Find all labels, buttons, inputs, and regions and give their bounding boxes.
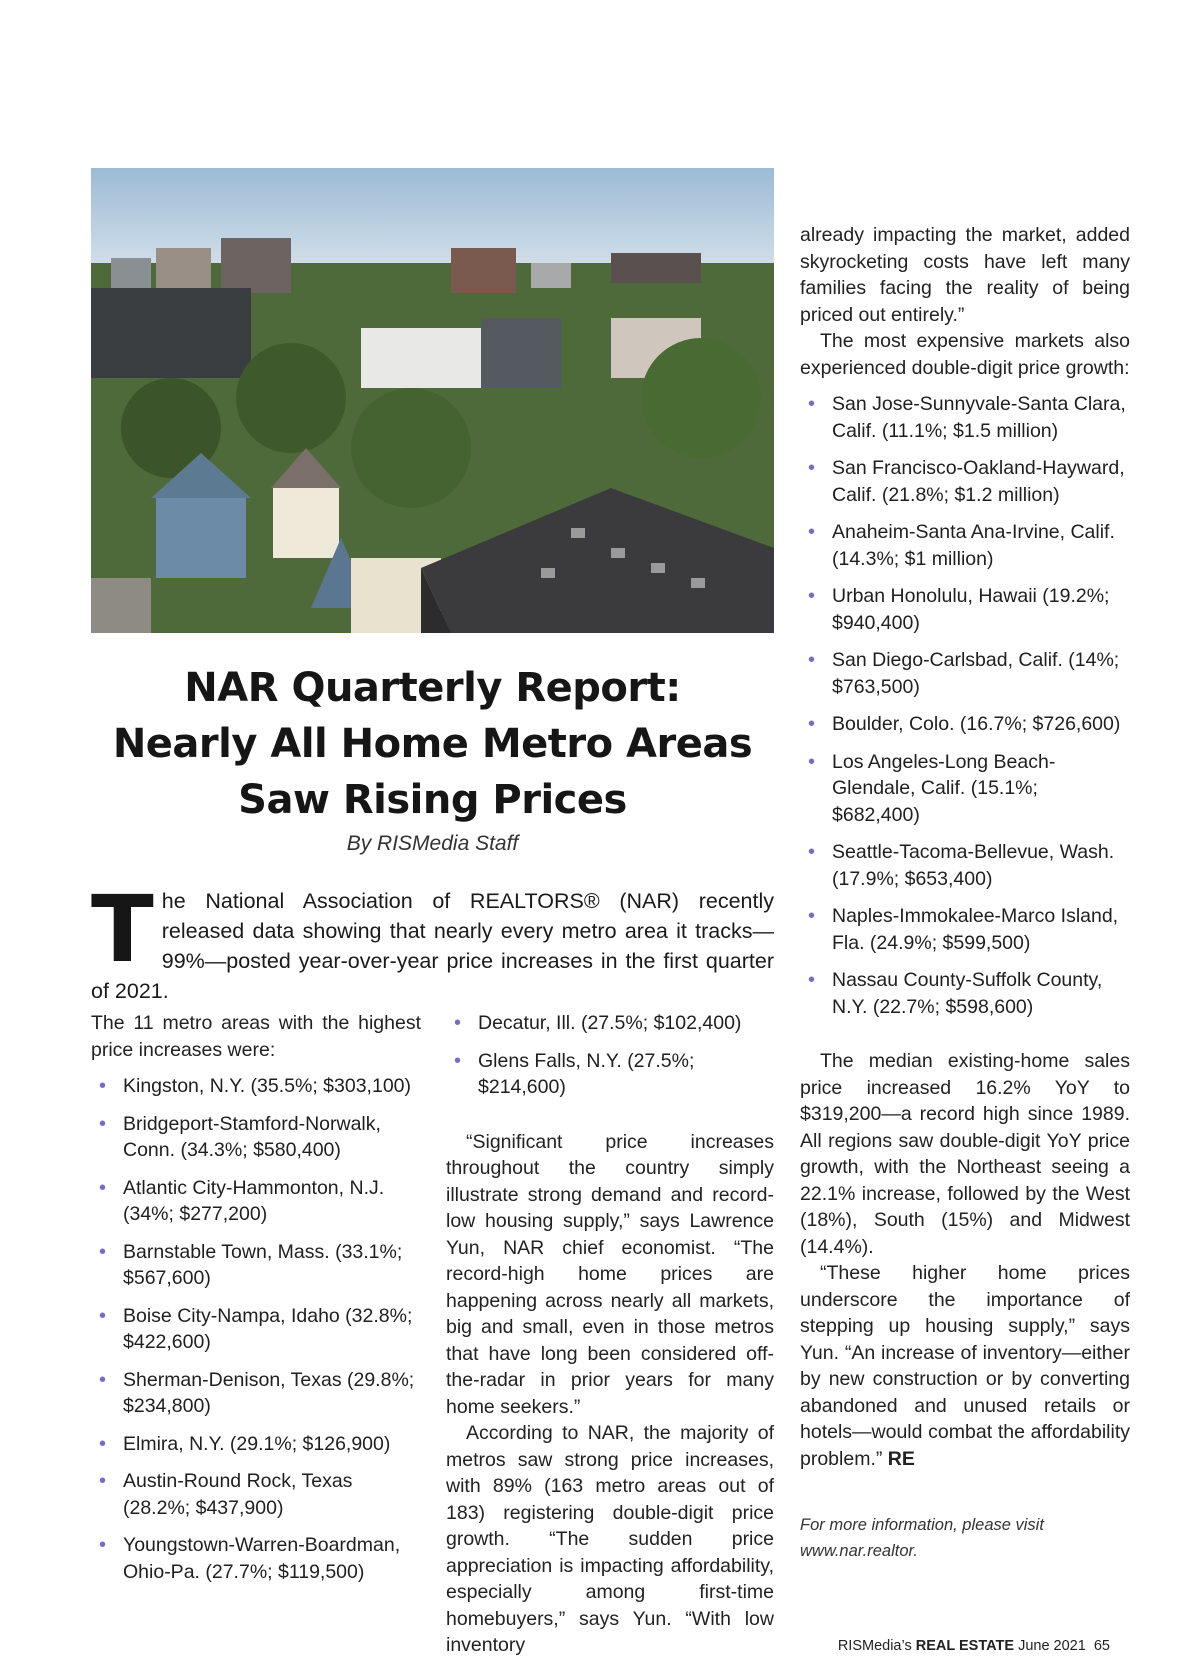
list-item: • San Diego-Carlsbad, Calif. (14%; $763,500) — [800, 647, 1130, 700]
list-item: • Youngstown-Warren-Boardman, Ohio-Pa. (27.7%; $119,500) — [91, 1532, 421, 1585]
list-item: • Bridgeport-Stamford-Norwalk, Conn. (34.3%; $580,400) — [91, 1111, 421, 1164]
list-item: • Decatur, Ill. (27.5%; $102,400) — [446, 1010, 774, 1037]
list-item: • Boise City-Nampa, Idaho (32.8%; $422,600) — [91, 1303, 421, 1356]
aerial-city-photo-icon — [91, 168, 774, 633]
list-item: • Boulder, Colo. (16.7%; $726,600) — [800, 711, 1130, 738]
column-1 — [91, 1010, 421, 1596]
list-item: • San Jose-Sunnyvale-Santa Clara, Calif. (11.1%; $1.5 million) — [800, 391, 1130, 444]
article-headline — [91, 660, 774, 828]
top-metros-list — [91, 1073, 421, 1585]
page-footer — [838, 1638, 1110, 1654]
list-item: • Glens Falls, N.Y. (27.5%; $214,600) — [446, 1048, 774, 1101]
expensive-markets-list — [800, 391, 1130, 1020]
article-photo — [91, 168, 774, 633]
yun-quote-paragraph: “Significant price increases throughout the country simply illustrate strong demand and record-low housing supply,” says Lawrence Yun, NAR chief economist. “The record-high home prices are happening across nearly all markets, big and small, even in those metros that have long been considered off-the-radar in prior years for many home seekers.” — [446, 1130, 774, 1418]
list-item: • Atlantic City-Hammonton, N.J. (34%; $277,200) — [91, 1175, 421, 1228]
list-item: • Naples-Immokalee-Marco Island, Fla. (24.9%; $599,500) — [800, 903, 1130, 956]
lead-paragraph — [91, 876, 774, 1006]
continued-paragraph: already impacting the market, added skyrocketing costs have left many families facing the reality of being priced out entirely.” — [800, 224, 1130, 326]
end-mark: RE — [887, 1447, 915, 1470]
list-item: • Seattle-Tacoma-Bellevue, Wash. (17.9%; $653,400) — [800, 839, 1130, 892]
more-info-note — [800, 1512, 1130, 1564]
footer-brand-prefix: RISMedia’s — [837, 1638, 912, 1654]
page-number: 65 — [1093, 1638, 1110, 1654]
list-item: • Sherman-Denison, Texas (29.8%; $234,800) — [91, 1367, 421, 1420]
drop-cap: T — [91, 876, 154, 983]
nar-majority-paragraph: According to NAR, the majority of metros saw strong price increases, with 89% (163 metro areas out of 183) registering double-digit price growth. “The sudden price appreciation is impacting affordability, especially among first-time homebuyers,” says Yun. “With low inventory — [446, 1422, 774, 1656]
list-item: • Nassau County-Suffolk County, N.Y. (22.7%; $598,600) — [800, 967, 1130, 1020]
closing-quote-paragraph — [800, 1260, 1130, 1472]
list-item: • Urban Honolulu, Hawaii (19.2%; $940,400) — [800, 583, 1130, 636]
more-info-link[interactable]: www.nar.realtor. — [800, 1542, 918, 1560]
byline: By RISMedia Staff — [346, 832, 519, 855]
list-item: • Austin-Round Rock, Texas (28.2%; $437,900) — [91, 1468, 421, 1521]
column-3 — [800, 222, 1130, 1564]
list-item: • Elmira, N.Y. (29.1%; $126,900) — [91, 1431, 421, 1458]
headline-line-1: NAR Quarterly Report: — [184, 665, 681, 711]
median-price-paragraph: The median existing-home sales price increased 16.2% YoY to $319,200—a record high since 1989. All regions saw double-digit YoY price growth, with the Northeast seeing a 22.1% increase, followed by the West (18%), South (15%) and Midwest (14.4%). — [800, 1050, 1130, 1258]
list-item: • Kingston, N.Y. (35.5%; $303,100) — [91, 1073, 421, 1100]
top-metros-list-continued — [446, 1010, 774, 1101]
list-item: • Barnstable Town, Mass. (33.1%; $567,600) — [91, 1239, 421, 1292]
column-2 — [446, 1010, 774, 1659]
list-item: • Los Angeles-Long Beach-Glendale, Calif. (15.1%; $682,400) — [800, 749, 1130, 829]
headline-line-2: Nearly All Home Metro Areas — [112, 721, 753, 767]
more-info-text: For more information, please visit — [800, 1516, 1044, 1534]
expensive-markets-intro: The most expensive markets also experienced double-digit price growth: — [800, 330, 1130, 379]
list-item: • San Francisco-Oakland-Hayward, Calif. (21.8%; $1.2 million) — [800, 455, 1130, 508]
headline-line-3: Saw Rising Prices — [238, 777, 627, 823]
lead-text: he National Association of REALTORS® (NAR) recently released data showing that nearly every metro area it tracks—99%—posted year-over-year price increases in the first quarter of 2021. — [91, 889, 774, 1003]
list-item: • Anaheim-Santa Ana-Irvine, Calif. (14.3%; $1 million) — [800, 519, 1130, 572]
footer-brand: REAL ESTATE — [915, 1638, 1015, 1654]
top-metros-intro: The 11 metro areas with the highest price increases were: — [91, 1012, 421, 1061]
closing-quote-text: “These higher home prices underscore the importance of stepping up housing supply,” says Yun. “An increase of inventory—either by new construction or by converting abandoned and unused retails or hotels—would combat the affordability problem.” — [800, 1262, 1130, 1470]
footer-issue: June 2021 — [1018, 1638, 1086, 1654]
